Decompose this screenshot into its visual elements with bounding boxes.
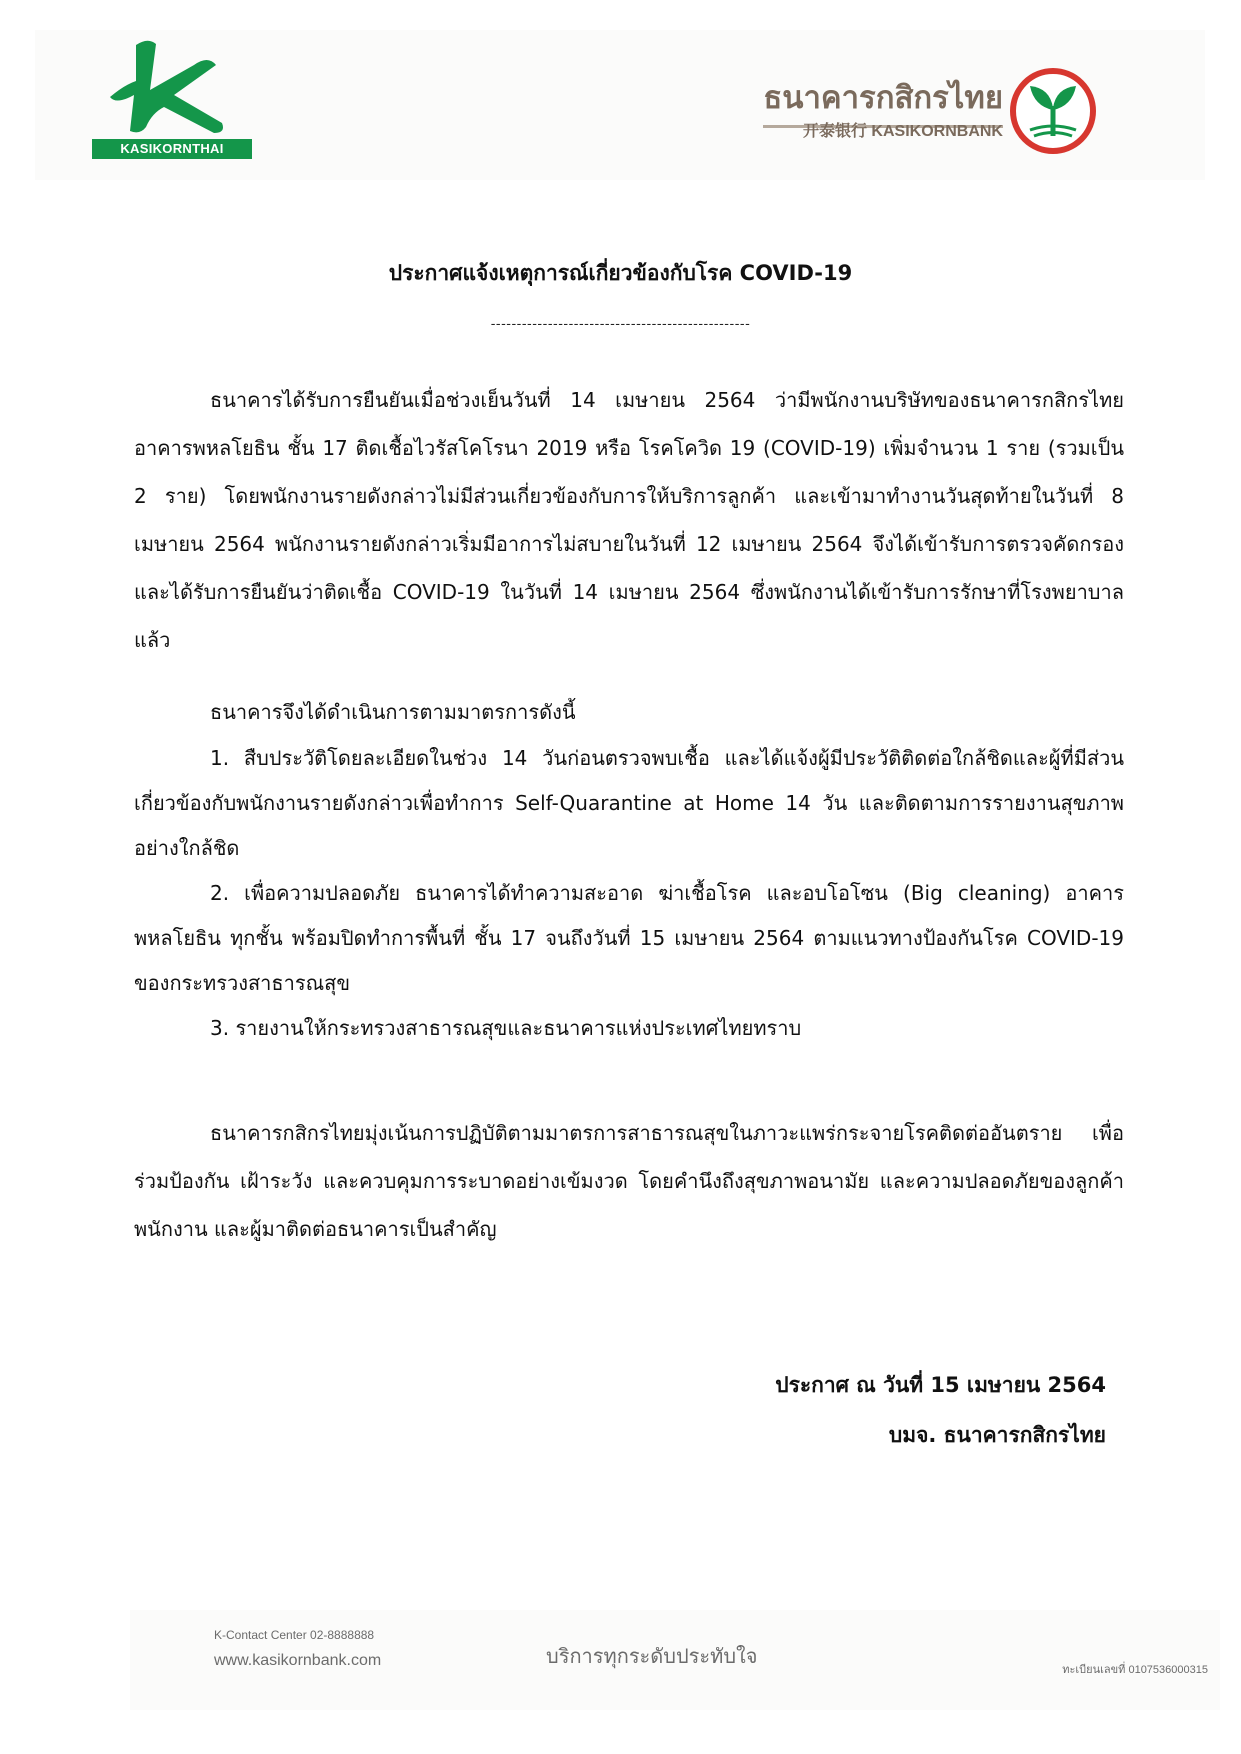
kasikornthai-label: KASIKORNTHAI [92,139,252,159]
kasikornthai-logo [92,35,262,160]
paragraph-commitment: ธนาคารกสิกรไทยมุ่งเน้นการปฏิบัติตามมาตรการสาธารณสุขในภาวะแพร่กระจายโรคติดต่ออันตราย เพื่อร่วมป้องกัน เฝ้าระวัง และควบคุมการระบาดอย่างเข้มงวด โดยคำนึงถึงสุขภาพอนามัย และความปลอดภัยของลูกค้า พนักงาน และผู้มาติดต่อธนาคารเป็นสำคัญ [134,1121,1124,1241]
measure-item: 3. รายงานให้กระทรวงสาธารณสุขและธนาคารแห่งประเทศไทยทราบ [210,1016,802,1040]
document-body [134,376,1124,1253]
footer [130,1610,1220,1710]
footer-slogan: บริการทุกระดับประทับใจ [546,1644,758,1668]
measures-intro: ธนาคารจึงได้ดำเนินการตามมาตรการดังนี้ [210,700,576,724]
website-link[interactable]: www.kasikornbank.com [214,1652,382,1669]
signature-organization: บมจ. ธนาคารกสิกรไทย [888,1423,1106,1447]
measure-item: 2. เพื่อความปลอดภัย ธนาคารได้ทำความสะอาด ฆ่าเชื้อโรค และอบโอโซน (Big cleaning) อาคารพหลโยธิน ทุกชั้น พร้อมปิดทำการพื้นที่ ชั้น 17 จนถึงวันที่ 15 เมษายน 2564 ตามแนวทางป้องกันโรค COVID-19 ของกระทรวงสาธารณสุข [134,881,1124,995]
signature-block [775,1360,1106,1460]
title-separator: -------------------------------------------------- [490,317,751,332]
bank-name-subtitle: 开泰银行 KASIKORNBANK [802,123,1003,140]
paragraph-incident: ธนาคารได้รับการยืนยันเมื่อช่วงเย็นวันที่ 14 เมษายน 2564 ว่ามีพนักงานบริษัทของธนาคารกสิกรไทย อาคารพหลโยธิน ชั้น 17 ติดเชื้อไวรัสโคโรนา 2019 หรือ โรคโควิด 19 (COVID-19) เพิ่มจำนวน 1 ราย (รวมเป็น 2 ราย) โดยพนักงานรายดังกล่าวไม่มีส่วนเกี่ยวข้องกับการให้บริการลูกค้า และเข้ามาทำงานวันสุดท้ายในวันที่ 8 เมษายน 2564 พนักงานรายดังกล่าวเริ่มมีอาการไม่สบายในวันที่ 12 เมษายน 2564 จึงได้เข้ารับการตรวจคัดกรอง และได้รับการยืนยันว่าติดเชื้อ COVID-19 ในวันที่ 14 เมษายน 2564 ซึ่งพนักงานได้เข้ารับการรักษาที่โรงพยาบาลแล้ว [134,388,1124,652]
document-title: ประกาศแจ้งเหตุการณ์เกี่ยวข้องกับโรค COVID-19 [388,261,853,285]
measures-list [134,736,1124,1051]
bank-name-thai: ธนาคารกสิกรไทย [763,72,1003,128]
kasikornbank-emblem-icon [1008,66,1098,156]
measure-item: 1. สืบประวัติโดยละเอียดในช่วง 14 วันก่อนตรวจพบเชื้อ และได้แจ้งผู้มีประวัติติดต่อใกล้ชิดและผู้ที่มีส่วนเกี่ยวข้องกับพนักงานรายดังกล่าวเพื่อทำการ Self-Quarantine at Home 14 วัน และติดตามการรายงานสุขภาพอย่างใกล้ชิด [134,746,1124,860]
contact-center: K-Contact Center 02-8888888 [214,1628,375,1642]
kasikornthai-k-icon [104,35,234,139]
signature-date: ประกาศ ณ วันที่ 15 เมษายน 2564 [775,1373,1106,1397]
registration-number: ทะเบียนเลขที่ 0107536000315 [1062,1664,1208,1676]
